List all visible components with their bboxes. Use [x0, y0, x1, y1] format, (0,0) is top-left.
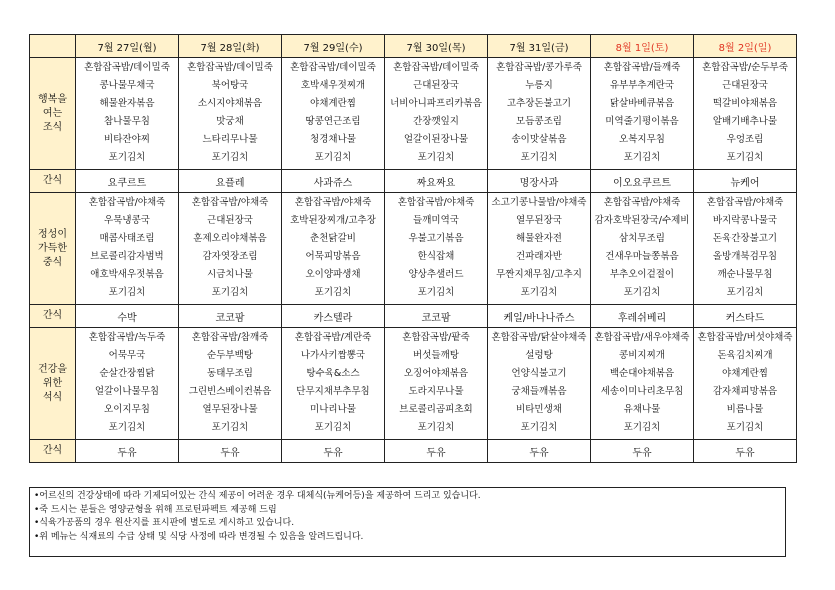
menu-item: 버섯들깨탕 [413, 350, 459, 361]
menu-item: 우묵냉콩국 [104, 215, 150, 226]
snack-cell: 케일/바나나쥬스 [488, 305, 591, 328]
note-line: •위 메뉴는 식재료의 수급 상태 및 식당 사정에 따라 변경될 수 있음을 알려드립니다. [34, 531, 364, 542]
menu-item: 참나물무침 [104, 116, 150, 127]
menu-item: 언양식불고기 [511, 368, 567, 379]
snack-cell: 두유 [282, 440, 385, 463]
menu-item: 궁채들깨볶음 [511, 386, 567, 397]
meal-cell [76, 58, 179, 170]
menu-item: 세송이미나리초무침 [600, 386, 684, 397]
menu-item: 근대된장국 [207, 215, 253, 226]
menu-item: 혼합잡곡밥/데이밀죽 [84, 62, 170, 73]
weekly-menu-table [29, 34, 797, 463]
day-header: 7월 30일(목) [385, 35, 488, 58]
menu-item: 야채계란찜 [722, 368, 768, 379]
menu-item: 소고기콩나물밥/야채죽 [491, 197, 587, 208]
snack-cell: 커스타드 [694, 305, 797, 328]
snack-cell: 명장사과 [488, 170, 591, 193]
menu-item: 무짠지채무침/고추지 [496, 269, 582, 280]
menu-item: 혼합잡곡밥/참깨죽 [191, 332, 269, 343]
menu-item: 유채나물 [623, 404, 661, 415]
menu-item: 포기김치 [520, 287, 558, 298]
snack-row [30, 305, 797, 328]
menu-item: 미역줄기평이볶음 [605, 116, 679, 127]
meal-cell [179, 58, 282, 170]
meal-cell [179, 193, 282, 305]
menu-item: 혼합잡곡밥/야채죽 [706, 197, 784, 208]
meal-cell [282, 58, 385, 170]
menu-item: 청경채나물 [310, 134, 356, 145]
day-header: 7월 27일(월) [76, 35, 179, 58]
snack-cell: 카스텔라 [282, 305, 385, 328]
snack-cell: 짜요짜요 [385, 170, 488, 193]
menu-item: 오이양파생채 [305, 269, 361, 280]
menu-item: 바지락콩나물국 [712, 215, 778, 226]
snack-cell: 코코팜 [385, 305, 488, 328]
menu-item: 간장깻잎지 [413, 116, 459, 127]
menu-item: 포기김치 [726, 152, 764, 163]
meal-cell [385, 328, 488, 440]
menu-item: 혼합잡곡밥/녹두죽 [88, 332, 166, 343]
menu-item: 포기김치 [623, 422, 661, 433]
menu-item: 해물완자전 [516, 233, 562, 244]
day-header: 7월 31일(금) [488, 35, 591, 58]
menu-item: 포기김치 [417, 152, 455, 163]
snack-cell: 수박 [76, 305, 179, 328]
menu-item: 양상추샐러드 [408, 269, 464, 280]
menu-item: 포기김치 [726, 287, 764, 298]
menu-item: 닭살바베큐볶음 [609, 98, 675, 109]
meal-cell [591, 193, 694, 305]
menu-item: 포기김치 [314, 287, 352, 298]
snack-cell: 두유 [488, 440, 591, 463]
row-label: 행복을 여는 조식 [30, 58, 76, 170]
menu-item: 오복지무침 [619, 134, 665, 145]
menu-item: 소시지야채볶음 [197, 98, 263, 109]
menu-item: 포기김치 [108, 422, 146, 433]
menu-item: 훈제오리야채볶음 [193, 233, 267, 244]
menu-item: 감자호박된장국/수제비 [594, 215, 690, 226]
menu-item: 포기김치 [314, 152, 352, 163]
menu-item: 혼합잡곡밥/닭살야채죽 [491, 332, 587, 343]
menu-item: 혼합잡곡밥/야채죽 [191, 197, 269, 208]
row-label: 간식 [30, 440, 76, 463]
menu-item: 건새우마늘쫑볶음 [605, 251, 679, 262]
menu-item: 너비아니파프리카볶음 [390, 98, 482, 109]
day-header: 7월 29일(수) [282, 35, 385, 58]
menu-item: 혼합잡곡밥/야채죽 [294, 197, 372, 208]
menu-item: 건파래자반 [516, 251, 562, 262]
menu-item: 열무된장국 [516, 215, 562, 226]
snack-cell: 이오요쿠르트 [591, 170, 694, 193]
menu-item: 땅콩연근조림 [305, 116, 361, 127]
menu-item: 도라지무나물 [408, 386, 464, 397]
menu-item: 깨순나물무침 [717, 269, 773, 280]
menu-item: 북어탕국 [211, 80, 249, 91]
snack-row [30, 440, 797, 463]
menu-item: 콩나물무채국 [99, 80, 155, 91]
menu-item: 올방개북검무침 [712, 251, 778, 262]
menu-item: 탕수육&소스 [306, 368, 360, 379]
menu-item: 우엉조림 [726, 134, 764, 145]
menu-item: 모듬콩조림 [516, 116, 562, 127]
menu-item: 감자엿장조림 [202, 251, 258, 262]
menu-item: 부추오이겉절이 [609, 269, 675, 280]
row-label: 간식 [30, 170, 76, 193]
menu-item: 포기김치 [211, 422, 249, 433]
snack-cell: 후레쉬베리 [591, 305, 694, 328]
snack-cell: 두유 [76, 440, 179, 463]
menu-item: 포기김치 [108, 287, 146, 298]
date-header-row [30, 35, 797, 58]
menu-item: 얼갈이된장나물 [403, 134, 469, 145]
menu-item: 혼합잡곡밥/들깨죽 [603, 62, 681, 73]
meal-cell [694, 193, 797, 305]
menu-item: 포기김치 [726, 422, 764, 433]
menu-item: 삼치무조림 [619, 233, 665, 244]
menu-item: 오이지무침 [104, 404, 150, 415]
meal-cell [591, 58, 694, 170]
menu-item: 호박새우젓찌개 [300, 80, 366, 91]
menu-item: 들깨미역국 [413, 215, 459, 226]
menu-item: 동태무조림 [207, 368, 253, 379]
meal-cell [179, 328, 282, 440]
menu-item: 근대된장국 [722, 80, 768, 91]
menu-item: 얼갈이나물무침 [94, 386, 160, 397]
menu-item: 돈육간장불고기 [712, 233, 778, 244]
menu-item: 혼합잡곡밥/팥죽 [402, 332, 470, 343]
snack-cell: 사과쥬스 [282, 170, 385, 193]
meal-cell [694, 58, 797, 170]
menu-item: 포기김치 [108, 152, 146, 163]
menu-item: 포기김치 [211, 287, 249, 298]
menu-item: 한식잡채 [417, 251, 455, 262]
menu-item: 혼합잡곡밥/순두부죽 [702, 62, 788, 73]
menu-item: 설렁탕 [525, 350, 553, 361]
meal-cell [488, 328, 591, 440]
day-header: 8월 1일(토) [591, 35, 694, 58]
menu-item: 혼합잡곡밥/데이밀죽 [393, 62, 479, 73]
menu-item: 혼합잡곡밥/데이밀죽 [187, 62, 273, 73]
menu-item: 혼합잡곡밥/야채죽 [603, 197, 681, 208]
menu-item: 호박된장찌개/고추장 [290, 215, 376, 226]
menu-item: 어묵피망볶음 [305, 251, 361, 262]
menu-item: 혼합잡곡밥/버섯야채죽 [697, 332, 793, 343]
menu-item: 돈육김치찌개 [717, 350, 773, 361]
menu-item: 포기김치 [520, 152, 558, 163]
menu-item: 순두부백탕 [207, 350, 253, 361]
meal-cell [488, 193, 591, 305]
menu-item: 춘천닭갈비 [310, 233, 356, 244]
meal-row [30, 328, 797, 440]
menu-item: 포기김치 [520, 422, 558, 433]
menu-item: 떡갈비야채볶음 [712, 98, 778, 109]
row-label: 간식 [30, 305, 76, 328]
menu-item: 비타잔야찌 [104, 134, 150, 145]
notes-box [29, 487, 786, 557]
menu-item: 브로콜리곰피초회 [399, 404, 473, 415]
menu-item: 애호박새우젓볶음 [90, 269, 164, 280]
snack-cell: 두유 [385, 440, 488, 463]
menu-item: 포기김치 [623, 287, 661, 298]
menu-item: 포기김치 [211, 152, 249, 163]
menu-item: 그린빈스베이컨볶음 [188, 386, 272, 397]
menu-item: 송이맛살볶음 [511, 134, 567, 145]
menu-item: 단무지채부추무침 [296, 386, 370, 397]
meal-cell [76, 193, 179, 305]
meal-cell [385, 58, 488, 170]
corner-cell [30, 35, 76, 58]
meal-cell [282, 328, 385, 440]
menu-item: 해물완자볶음 [99, 98, 155, 109]
menu-item: 야채계란찜 [310, 98, 356, 109]
menu-item: 브로콜리감자범벅 [90, 251, 164, 262]
menu-item: 콩비지찌개 [619, 350, 665, 361]
menu-item: 매콤사태조림 [99, 233, 155, 244]
row-label: 정성이 가득한 중식 [30, 193, 76, 305]
note-line: •식육가공품의 경우 원산지를 표시판에 별도로 게시하고 있습니다. [34, 518, 295, 528]
meal-cell [694, 328, 797, 440]
menu-item: 고추장돈불고기 [506, 98, 572, 109]
menu-item: 시금치나물 [207, 269, 253, 280]
meal-row [30, 58, 797, 170]
snack-cell: 두유 [694, 440, 797, 463]
menu-item: 맛궁채 [216, 116, 244, 127]
menu-item: 유부부추계란국 [609, 80, 675, 91]
menu-item: 혼합잡곡밥/야채죽 [88, 197, 166, 208]
snack-row [30, 170, 797, 193]
meal-cell [591, 328, 694, 440]
meal-cell [282, 193, 385, 305]
day-header: 8월 2일(일) [694, 35, 797, 58]
menu-item: 포기김치 [314, 422, 352, 433]
snack-cell: 두유 [591, 440, 694, 463]
menu-item: 포기김치 [417, 422, 455, 433]
menu-item: 근대된장국 [413, 80, 459, 91]
menu-item: 열무된장나물 [202, 404, 258, 415]
menu-item: 포기김치 [623, 152, 661, 163]
meal-cell [76, 328, 179, 440]
snack-cell: 두유 [179, 440, 282, 463]
menu-item: 비름나물 [726, 404, 764, 415]
menu-item: 미나리나물 [310, 404, 356, 415]
snack-cell: 뉴케어 [694, 170, 797, 193]
menu-item: 포기김치 [417, 287, 455, 298]
meal-cell [385, 193, 488, 305]
snack-cell: 요쿠르트 [76, 170, 179, 193]
menu-item: 어묵무국 [108, 350, 146, 361]
menu-item: 알배기배추나물 [712, 116, 778, 127]
menu-item: 감자채피망볶음 [712, 386, 778, 397]
menu-item: 혼합잡곡밥/계란죽 [294, 332, 372, 343]
menu-item: 혼합잡곡밥/새우야채죽 [594, 332, 690, 343]
menu-item: 혼합잡곡밥/데이밀죽 [290, 62, 376, 73]
snack-cell: 요플레 [179, 170, 282, 193]
note-line: •죽 드시는 분들은 영양균형을 위해 프로틴파펙트 제공해 드림 [34, 504, 277, 515]
menu-item: 우불고기볶음 [408, 233, 464, 244]
meal-row [30, 193, 797, 305]
menu-item: 느타리무나물 [202, 134, 258, 145]
menu-item: 백순대야채볶음 [609, 368, 675, 379]
menu-item: 혼합잡곡밥/콩가루죽 [496, 62, 582, 73]
row-label: 건강을 위한 석식 [30, 328, 76, 440]
meal-cell [488, 58, 591, 170]
day-header: 7월 28일(화) [179, 35, 282, 58]
note-line: •어르신의 건강상태에 따라 기제되어있는 간식 제공이 어려운 경우 대체식(뉴케어등)을 제공하여 드리고 있습니다. [34, 491, 481, 501]
menu-item: 나가사키짬뽕국 [300, 350, 366, 361]
menu-item: 순살간장찜닭 [99, 368, 155, 379]
menu-item: 비타민생채 [516, 404, 562, 415]
snack-cell: 코코팜 [179, 305, 282, 328]
menu-item: 누릉지 [525, 80, 553, 91]
menu-item: 혼합잡곡밥/야채죽 [397, 197, 475, 208]
menu-item: 오징어야채볶음 [403, 368, 469, 379]
